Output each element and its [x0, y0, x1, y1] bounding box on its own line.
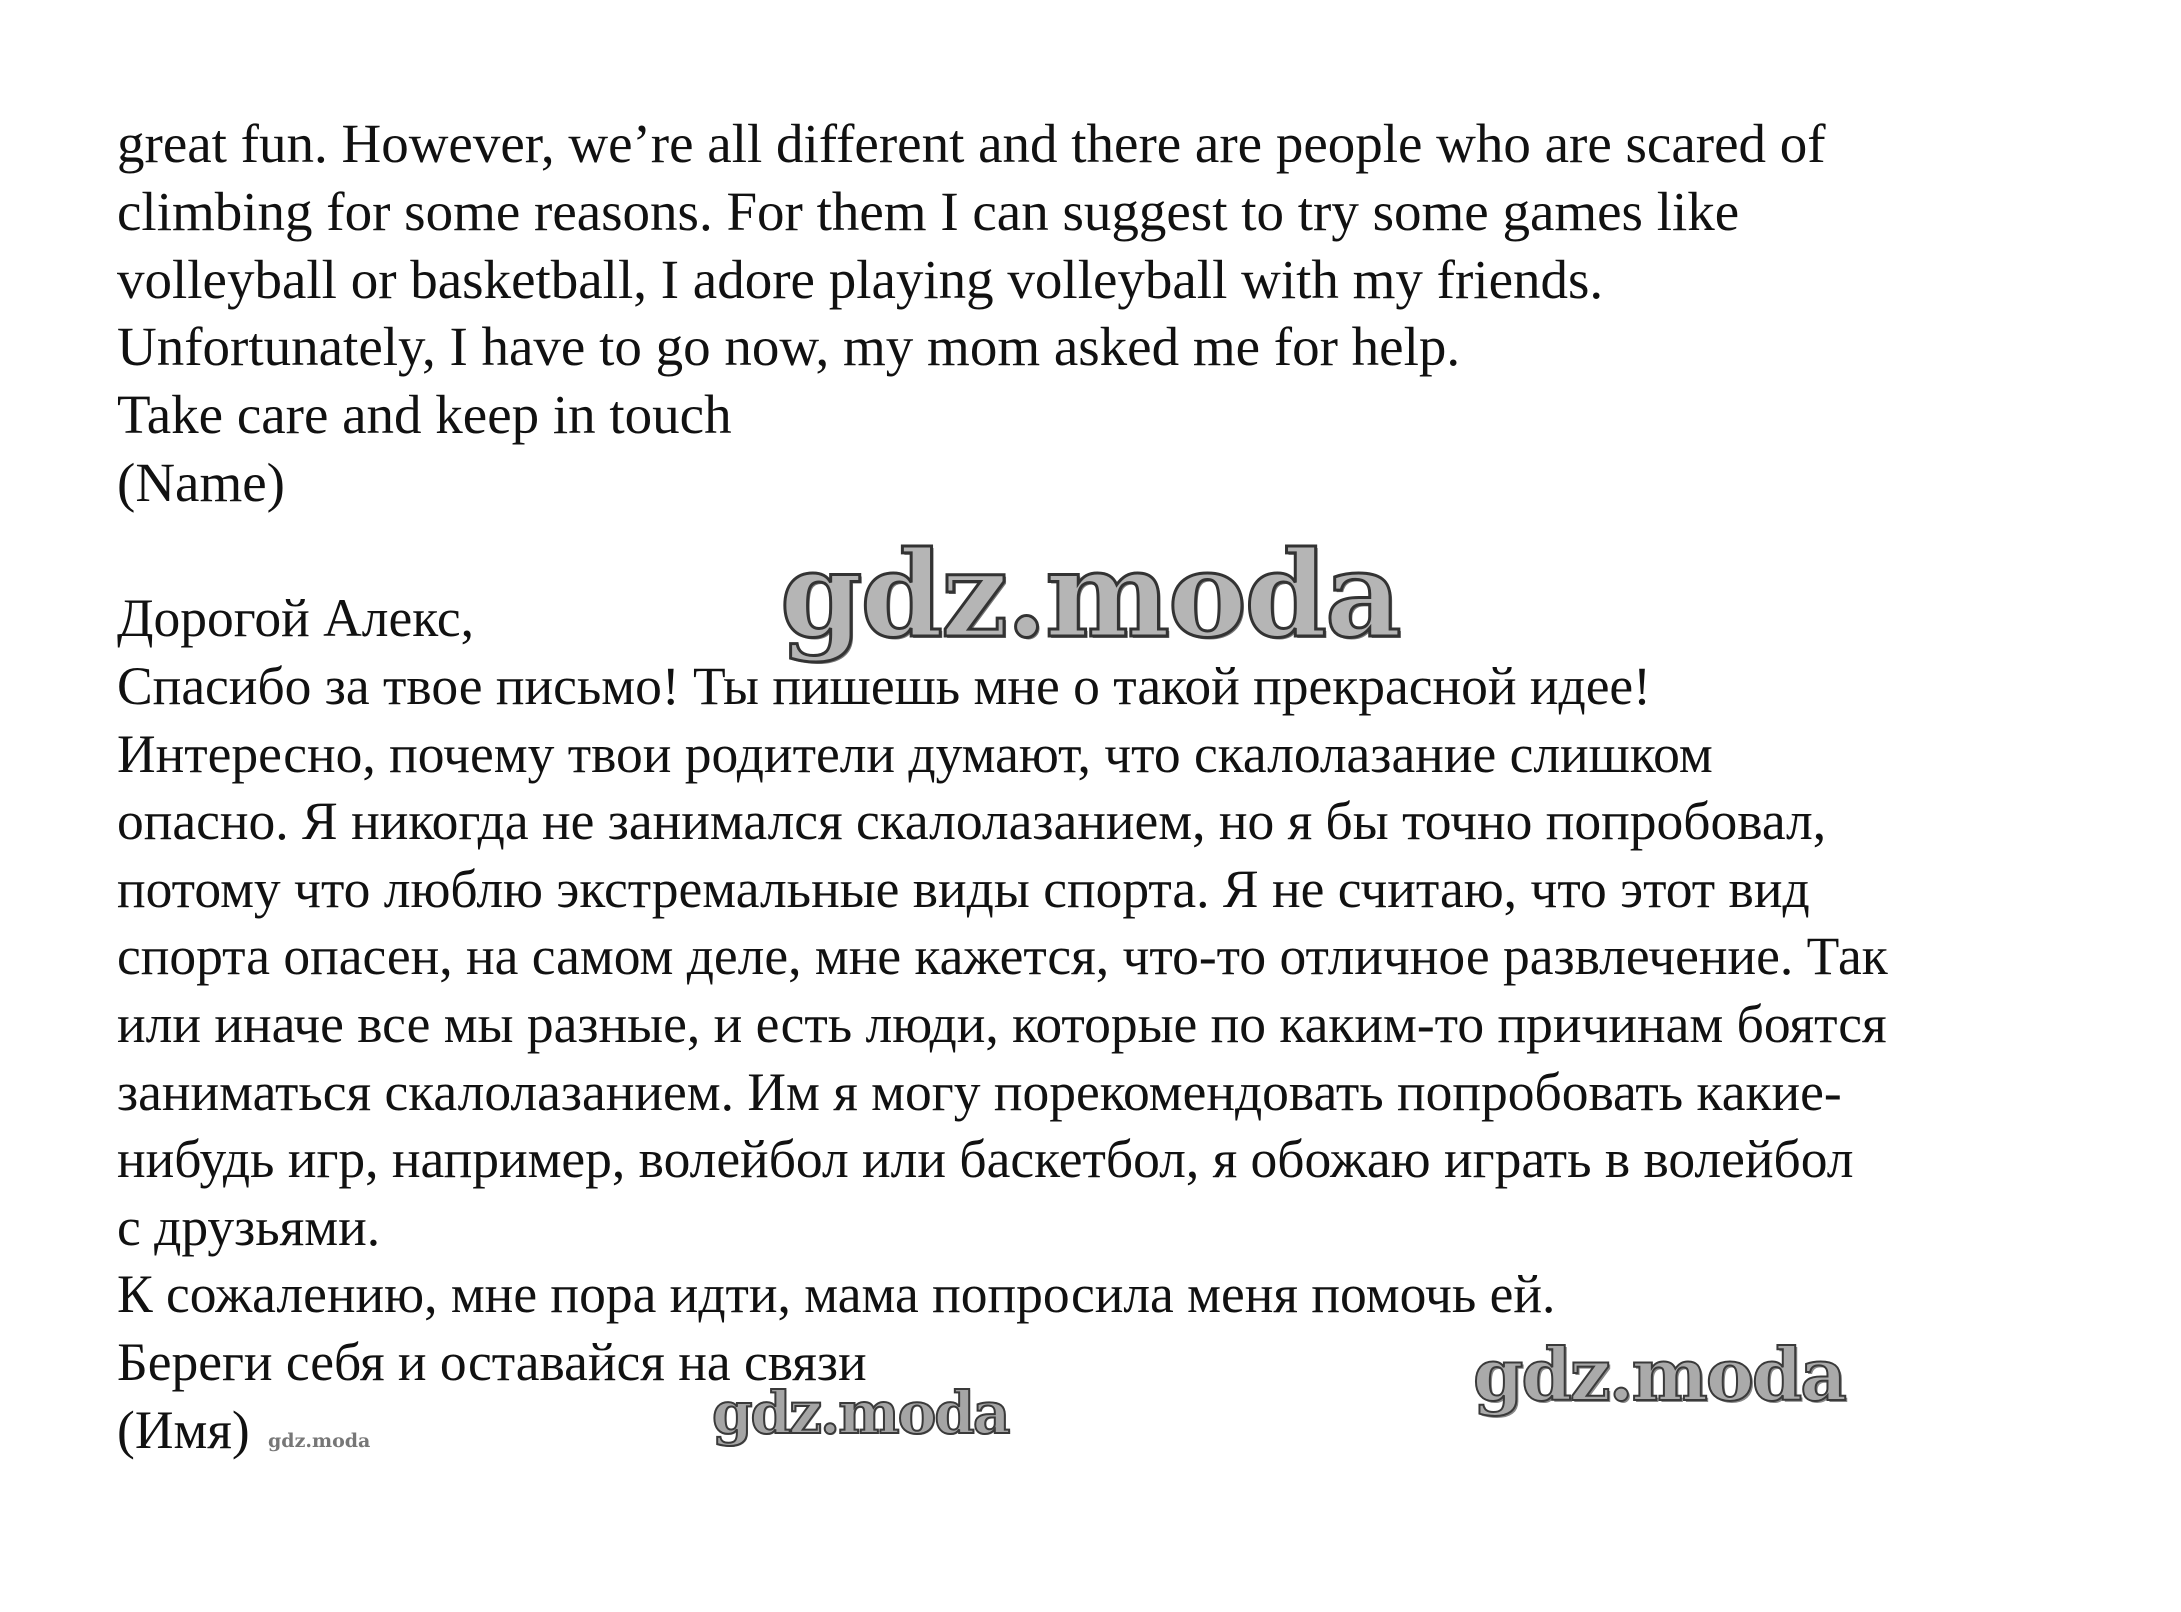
russian-line-1: Спасибо за твое письмо! Ты пишешь мне о такой прекрасной идее! — [117, 656, 1651, 716]
russian-greeting: Дорогой Алекс, — [117, 588, 474, 648]
english-signature: (Name) — [117, 452, 285, 513]
watermark-logo-tiny: gdz.moda — [268, 1430, 371, 1452]
russian-line-2: Интересно, почему твои родители думают, что скалолазание слишком — [117, 724, 1713, 784]
russian-closing: Береги себя и оставайся на связи — [117, 1332, 867, 1392]
english-line-4: Unfortunately, I have to go now, my mom asked me for help. — [117, 316, 1461, 377]
english-line-2: climbing for some reasons. For them I can suggest to try some games like — [117, 181, 1740, 242]
russian-line-7: заниматься скалолазанием. Им я могу порекомендовать попробовать какие- — [117, 1062, 1842, 1122]
russian-line-5: спорта опасен, на самом деле, мне кажется, что-то отличное развлечение. Так — [117, 926, 1888, 986]
russian-line-6: или иначе все мы разные, и есть люди, которые по каким-то причинам боятся — [117, 994, 1887, 1054]
watermark-logo-middle: gdz.moda — [712, 1379, 1009, 1447]
russian-line-8: нибудь игр, например, волейбол или баскетбол, я обожаю играть в волейбол — [117, 1129, 1854, 1189]
russian-line-9: с друзьями. — [117, 1197, 381, 1257]
watermark-logo-large: gdz.moda — [780, 525, 1400, 664]
english-line-1: great fun. However, we’re all different and there are people who are scared of — [117, 113, 1826, 174]
russian-line-3: опасно. Я никогда не занимался скалолазанием, но я бы точно попробовал, — [117, 791, 1827, 851]
russian-line-10: К сожалению, мне пора идти, мама попросила меня помочь ей. — [117, 1264, 1556, 1324]
russian-line-4: потому что люблю экстремальные виды спорта. Я не считаю, что этот вид — [117, 859, 1810, 919]
english-closing: Take care and keep in touch — [117, 384, 732, 445]
english-line-3: volleyball or basketball, I adore playing volleyball with my friends. — [117, 249, 1604, 310]
watermark-logo-right: gdz.moda — [1473, 1332, 1845, 1417]
russian-signature: (Имя) — [117, 1400, 250, 1460]
